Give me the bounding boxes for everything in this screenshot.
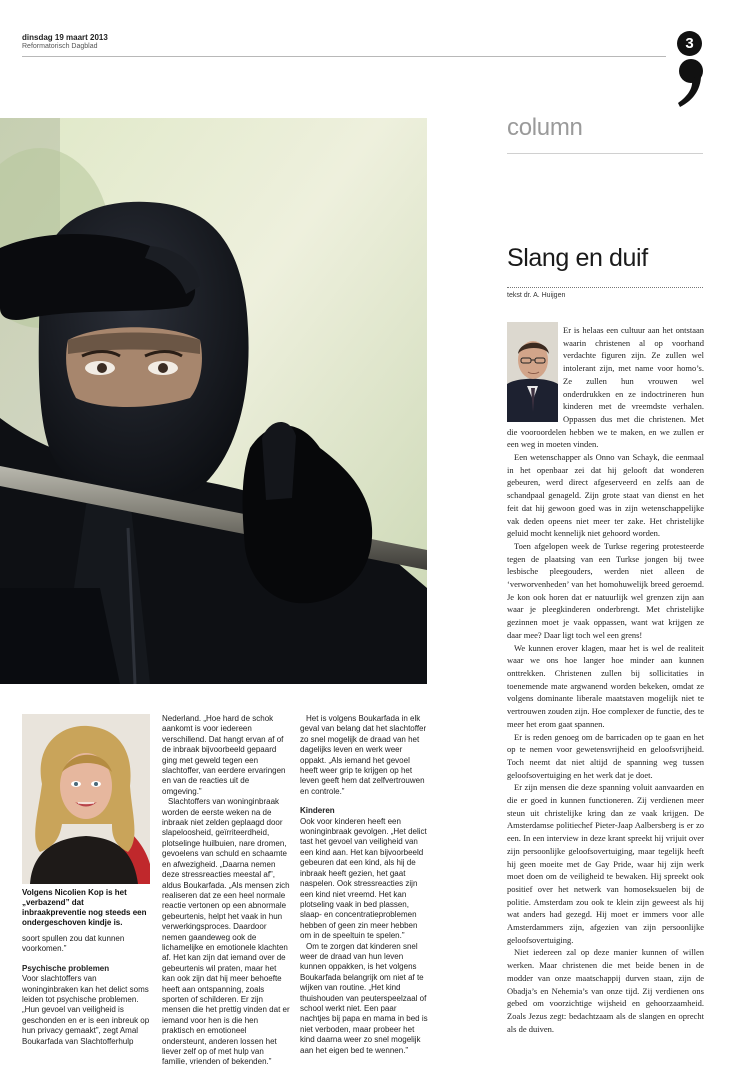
- section-label: column: [507, 114, 583, 141]
- newspaper-name: Reformatorisch Dagblad: [22, 43, 98, 50]
- article-column-2: [162, 714, 290, 1068]
- column-paragraph: Niet iedereen zal op deze manier kunnen of willen werken. Maar christenen die met beide benen in de modder van onze maatschappij durven staan, zijn de Obadja’s en Nehemia’s van onze tijd. Zij verdienen ons gebed om voorzichtige wijsheid en gehoorzaamheid. Zoals Jezus zegt: bedachtzaam als de slangen en oprecht als de duiven.: [507, 947, 704, 1034]
- burglar-photo: [0, 118, 427, 684]
- dotted-rule: [507, 287, 703, 288]
- article-paragraph: Het is volgens Boukarfada in elk geval van belang dat het slachtoffer zo snel mogelijk de draad van het dagelijks leven en werk weer oppakt. „Als iemand het gevoel heeft weer grip te krijgen op het leven geeft hem dat zelfvertrouwen en controle.”: [300, 714, 427, 796]
- edition-date: dinsdag 19 maart 2013: [22, 33, 108, 42]
- article-paragraph: Slachtoffers van woninginbraak worden de eerste weken na de inbraak niet zelden geplaagd door slapeloosheid, geïrriteerdheid, plotselinge huilbuien, nare dromen, gevoelens van schuld en schaamte en afwezigheid. „Daarna nemen deze stressreacties meestal af”, aldus Boukarfada. „Als mensen zich realiseren dat ze een heel normale reactie vertonen op een abnormale gebeurtenis, helpt het vaak in hun verwerkingsproces. Daardoor nemen gaandeweg ook de lichamelijke en emotionele klachten af. Het kan zijn dat iemand over de gebeurtenis wil praten, maar het kan ook zijn dat hij meer behoefte heeft aan ontspanning, zoals sporten of schilderen. Er zijn mensen die het prettig vinden dat er iemand voor hen is die hen praktisch en emotioneel ondersteunt, anderen lossen het liever zelf op of met hulp van familie, vrienden of bekenden.”: [162, 797, 290, 1067]
- article-paragraph: Om te zorgen dat kinderen snel weer de draad van hun leven kunnen oppakken, is het volgens Boukarfada belangrijk om niet af te wijken van routine. „Het kind thuishouden van peuterspeelzaal of school werkt niet. Een paar nachtjes bij papa en mama in bed is niet verboden, maar probeer het kind daarna weer zo snel mogelijk aan het eigen bed te wennen.”: [300, 941, 428, 1055]
- column-body: [507, 324, 704, 1035]
- column-paragraph: We kunnen erover klagen, maar het is wel de realiteit waar we ons hoe langer hoe minder aan kunnen onttrekken. Christenen zullen bij sollicitaties in toenemende mate argwanend worden bekeken, omdat ze volgens dominante liberale maatstaven mogelijk niet te vertrouwen zouden zijn. Hoe complexer de functie, des te meer het erom gaat spannen.: [507, 642, 704, 729]
- column-paragraph: Een wetenschapper als Onno van Schayk, die eenmaal in het openbaar zei dat hij gelooft dat wonderen gebeuren, werd direct afgeserveerd en zelfs aan de schandpaal genageld. Zijn grote staat van dienst en het feit dat hij gewoon goed was in zijn wetenschappelijke vak deden opeens niet meer ter zake. Het christelijke geluid mocht kennelijk niet gehoord worden.: [507, 452, 704, 539]
- subheading-kinderen: Kinderen: [300, 806, 335, 816]
- subheading-psychische-problemen: Psychische problemen: [22, 963, 110, 973]
- article-column-1: [22, 934, 150, 1047]
- article-paragraph: Ook voor kinderen heeft een woninginbraak gevolgen. „Het delict tast het gevoel van veiligheid van een kind aan. Het kan bijvoorbeeld gebeuren dat een kind, als hij de inbraak heeft gezien, het gaat naspelen. Ook stressreacties zijn een kind niet vreemd. Het kan plotseling vaak in bed plassen, slaap- en concentratieproblemen hebben of geen zin meer hebben om in de speeltuin te spelen.”: [300, 816, 427, 941]
- nicolien-kop-photo: [22, 714, 150, 884]
- page-number-badge: 3: [677, 31, 702, 56]
- comma-logo-icon: [676, 58, 704, 108]
- section-rule: [507, 153, 703, 154]
- article-paragraph: Nederland. „Hoe hard de schok aankomt is voor iedereen verschillend. Dat hangt ervan af of de inbraak bijvoorbeeld gepaard ging met geweld tegen een slachtoffer, van eerdere ervaringen en van de reacties uit de omgeving.”: [162, 714, 286, 796]
- column-title: Slang en duif: [507, 244, 648, 272]
- article-paragraph: Voor slachtoffers van woninginbraken kan het delict soms leiden tot psychische problemen. „Hun gevoel van veiligheid is geschonden en er is een inbreuk op hun privacy gemaakt”, zegt Amal Boukarfada van Slachtofferhulp: [22, 974, 150, 1046]
- column-paragraph: Er is reden genoeg om de barricaden op te gaan en het op te nemen voor gewetensvrijheid en geloofsvrijheid. Toch neemt dat niet altijd de spanning weg tussen geloofsovertuiging en het werk dat je doet.: [507, 731, 704, 780]
- header-rule: [22, 56, 666, 57]
- article-column-3: [300, 714, 428, 1056]
- article-paragraph: soort spullen zou dat kunnen voorkomen.”: [22, 934, 125, 954]
- column-paragraph: Er zijn mensen die deze spanning voluit aanvaarden en die er goed in kunnen functioneren. Zij verdienen meer steun uit christelijke kring dan ze vaak krijgen. De Amsterdamse politiechef Pieter-Jaap Aalbersberg is er zo een. In een interview in deze krant spreekt hij vrijuit over zijn persoonlijke geloofsovertuiging, maar tegelijk heeft hij geen moeite met de Gay Pride, waar hij zijn werk moet doen om de veiligheid te bewaken. Hij spreekt ook positief over het netwerk van homoseksuelen bij de politie. Amsterdam zou ook te klein zijn geweest als hij wat anders had gezegd. Hij moet er immers voor alle Amsterdammers zijn, afgezien van zijn persoonlijke geloofsovertuiging.: [507, 782, 704, 945]
- photo-caption: Volgens Nicolien Kop is het „verbazend” dat inbraakpreventie nog steeds een ondergeschoven kindje is.: [22, 888, 147, 927]
- column-paragraph: Er is helaas een cultuur aan het ontstaan waarin christenen al op voorhand verdachte figuren zijn. Ze zullen wel intolerant zijn, met name voor homo’s. Ze zullen hun vrouwen wel onderdrukken en ze indoctrineren hun kinderen met de vreemdste verhalen. Oppassen dus met die christenen. Met die vooroordelen hebben we te maken, en we zullen er een weg in moeten vinden.: [507, 325, 704, 450]
- column-byline: tekst dr. A. Huijgen: [507, 292, 566, 299]
- column-paragraph: Toen afgelopen week de Turkse regering protesteerde tegen de plaatsing van een Turkse jongen bij twee lesbische pleegouders, werden niet alleen de ‘verworvenheden’ van het homohuwelijk breed geroemd. Je kon ook horen dat er natuurlijk wel grenzen zijn aan waar je pleegkinderen onderbrengt. Met christelijke gezinnen moet je vaak oppassen, want wat krijgen ze daar mee? Daar ligt toch wel een grens!: [507, 540, 704, 640]
